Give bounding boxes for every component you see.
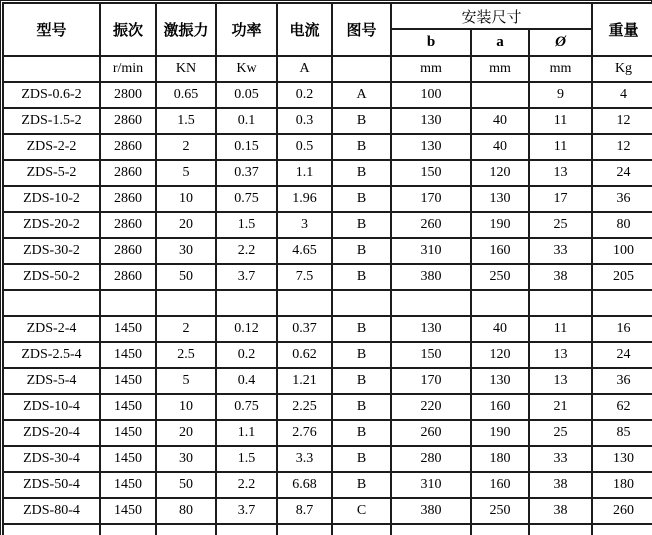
table-cell: 21 — [529, 394, 592, 420]
table-cell: 7.5 — [277, 264, 332, 290]
table-row — [3, 264, 652, 290]
header-current: 电流 — [277, 3, 332, 56]
table-row — [3, 82, 652, 108]
table-cell: 62 — [592, 394, 652, 420]
table-cell: ZDS-50-2 — [3, 264, 100, 290]
header-excitation-force: 激振力 — [156, 3, 216, 56]
table-cell: 10 — [156, 394, 216, 420]
table-cell: 30 — [156, 446, 216, 472]
table-cell: 100 — [592, 238, 652, 264]
unit-power: Kw — [216, 56, 277, 82]
table-cell: 1.5 — [216, 212, 277, 238]
table-cell: ZDS-20-2 — [3, 212, 100, 238]
table-cell: 36 — [592, 368, 652, 394]
table-cell: 0.15 — [216, 134, 277, 160]
table-cell: 120 — [471, 160, 529, 186]
table-cell: 130 — [391, 134, 471, 160]
unit-weight: Kg — [592, 56, 652, 82]
table-cell: 16 — [592, 316, 652, 342]
table-cell: ZDS-1.5-2 — [3, 108, 100, 134]
table-cell: 3 — [277, 212, 332, 238]
table-cell: 6.68 — [277, 472, 332, 498]
table-cell: 0.4 — [216, 368, 277, 394]
table-cell: 260 — [592, 498, 652, 524]
table-cell: 150 — [391, 342, 471, 368]
table-cell: A — [332, 82, 391, 108]
table-cell: 4 — [592, 82, 652, 108]
table-cell: 0.3 — [277, 108, 332, 134]
table-cell: 1.5 — [156, 108, 216, 134]
table-cell: 2860 — [100, 186, 156, 212]
table-cell: 1450 — [100, 498, 156, 524]
table-cell: 1450 — [100, 316, 156, 342]
header-dim-a: a — [471, 29, 529, 56]
table-cell: 1.5 — [216, 446, 277, 472]
units-row — [3, 56, 652, 82]
table-cell: ZDS-10-2 — [3, 186, 100, 212]
table-row — [3, 160, 652, 186]
table-cell: 0.05 — [216, 82, 277, 108]
table-cell: 13 — [529, 342, 592, 368]
table-cell: 2.2 — [216, 472, 277, 498]
table-cell: 380 — [391, 498, 471, 524]
unit-dim-b: mm — [391, 56, 471, 82]
table-cell: 4.65 — [277, 238, 332, 264]
table-cell: 2 — [156, 134, 216, 160]
table-cell: 1450 — [100, 420, 156, 446]
table-cell: 25 — [529, 212, 592, 238]
unit-dim-a: mm — [471, 56, 529, 82]
table-cell: 130 — [471, 186, 529, 212]
unit-dim-dia: mm — [529, 56, 592, 82]
table-row — [3, 108, 652, 134]
table-cell: B — [332, 472, 391, 498]
table-cell: 40 — [471, 316, 529, 342]
table-cell: 25 — [529, 420, 592, 446]
unit-model — [3, 56, 100, 82]
table-cell: 12 — [592, 134, 652, 160]
table-row — [3, 186, 652, 212]
header-dim-dia: Ø — [529, 29, 592, 56]
table-cell — [332, 290, 391, 316]
table-cell: 30 — [156, 238, 216, 264]
table-cell: 1450 — [100, 472, 156, 498]
table-cell: B — [332, 394, 391, 420]
table-cell: 0.5 — [277, 134, 332, 160]
table-cell: 205 — [592, 264, 652, 290]
table-cell — [391, 290, 471, 316]
table-row — [3, 290, 652, 316]
table-cell: 170 — [391, 368, 471, 394]
table-cell: 0.12 — [216, 316, 277, 342]
header-figure-no: 图号 — [332, 3, 391, 56]
table-cell: 190 — [471, 420, 529, 446]
table-cell: 3.7 — [216, 498, 277, 524]
table-cell: 20 — [156, 420, 216, 446]
table-cell: 80 — [156, 498, 216, 524]
table-cell: ZDS-50-4 — [3, 472, 100, 498]
table-cell: 1450 — [100, 368, 156, 394]
table-cell: B — [332, 186, 391, 212]
table-cell: 13 — [529, 160, 592, 186]
table-cell: 36 — [592, 186, 652, 212]
table-cell: 50 — [156, 472, 216, 498]
table-cell: B — [332, 108, 391, 134]
table-row — [3, 316, 652, 342]
table-row — [3, 394, 652, 420]
table-row — [3, 342, 652, 368]
table-cell: 130 — [391, 316, 471, 342]
table-cell: B — [332, 160, 391, 186]
table-cell: 2800 — [100, 82, 156, 108]
table-cell: 0.37 — [216, 160, 277, 186]
table-cell: ZDS-10-4 — [3, 394, 100, 420]
table-cell: 150 — [391, 160, 471, 186]
table-cell: 11 — [529, 134, 592, 160]
table-row — [3, 134, 652, 160]
table-cell: 0.1 — [216, 108, 277, 134]
table-cell: 180 — [471, 446, 529, 472]
table-row — [3, 420, 652, 446]
table-cell — [529, 524, 592, 535]
table-cell — [216, 290, 277, 316]
table-cell: 100 — [391, 82, 471, 108]
spec-table — [2, 2, 652, 535]
table-cell: 0.75 — [216, 394, 277, 420]
table-cell: 130 — [471, 368, 529, 394]
table-cell: 50 — [156, 264, 216, 290]
table-cell: 38 — [529, 498, 592, 524]
table-cell: 120 — [471, 342, 529, 368]
table-cell: 2 — [156, 316, 216, 342]
table-row — [3, 524, 652, 535]
table-cell: ZDS-20-4 — [3, 420, 100, 446]
table-cell — [471, 82, 529, 108]
table-cell: 160 — [471, 472, 529, 498]
table-cell: 130 — [391, 108, 471, 134]
table-cell: 85 — [592, 420, 652, 446]
table-cell: 160 — [471, 238, 529, 264]
table-cell: 3.7 — [216, 264, 277, 290]
header-dim-b: b — [391, 29, 471, 56]
unit-current: A — [277, 56, 332, 82]
table-cell: 5 — [156, 160, 216, 186]
table-cell: 250 — [471, 498, 529, 524]
table-cell: 2860 — [100, 134, 156, 160]
table-body — [3, 82, 652, 535]
table-row — [3, 212, 652, 238]
table-cell — [156, 524, 216, 535]
table-cell: 1.96 — [277, 186, 332, 212]
table-cell — [100, 290, 156, 316]
table-cell: ZDS-30-2 — [3, 238, 100, 264]
table-cell: 250 — [471, 264, 529, 290]
table-cell: 2860 — [100, 264, 156, 290]
table-cell: ZDS-2-2 — [3, 134, 100, 160]
table-cell: 2.2 — [216, 238, 277, 264]
table-cell: 2860 — [100, 108, 156, 134]
table-cell: 10 — [156, 186, 216, 212]
table-header — [3, 3, 652, 82]
table-cell: 38 — [529, 264, 592, 290]
table-row — [3, 368, 652, 394]
header-vibration: 振次 — [100, 3, 156, 56]
table-cell: ZDS-5-4 — [3, 368, 100, 394]
header-weight: 重量 — [592, 3, 652, 56]
table-cell — [100, 524, 156, 535]
table-cell — [216, 524, 277, 535]
table-cell: B — [332, 420, 391, 446]
table-cell: ZDS-2.5-4 — [3, 342, 100, 368]
table-cell: 1450 — [100, 394, 156, 420]
table-cell: 8.7 — [277, 498, 332, 524]
table-cell: B — [332, 212, 391, 238]
table-cell: 1450 — [100, 342, 156, 368]
table-cell: 2860 — [100, 238, 156, 264]
table-cell: 24 — [592, 342, 652, 368]
table-cell: 20 — [156, 212, 216, 238]
table-cell — [3, 290, 100, 316]
table-cell: 11 — [529, 108, 592, 134]
table-cell: 2860 — [100, 160, 156, 186]
table-cell: 130 — [592, 446, 652, 472]
table-cell: B — [332, 238, 391, 264]
table-cell: 40 — [471, 108, 529, 134]
table-cell: 310 — [391, 238, 471, 264]
table-cell: 12 — [592, 108, 652, 134]
unit-figure-no — [332, 56, 391, 82]
table-cell: 0.2 — [216, 342, 277, 368]
unit-vibration: r/min — [100, 56, 156, 82]
table-cell — [277, 290, 332, 316]
table-cell — [529, 290, 592, 316]
table-cell — [592, 290, 652, 316]
table-cell: 80 — [592, 212, 652, 238]
header-model: 型号 — [3, 3, 100, 56]
table-cell — [391, 524, 471, 535]
table-cell — [3, 524, 100, 535]
table-cell: B — [332, 446, 391, 472]
table-cell: 0.62 — [277, 342, 332, 368]
table-cell: 2.76 — [277, 420, 332, 446]
table-cell: 260 — [391, 420, 471, 446]
table-cell: 2.5 — [156, 342, 216, 368]
header-row-main — [3, 3, 652, 29]
table-cell: 160 — [471, 394, 529, 420]
table-cell: 33 — [529, 446, 592, 472]
table-cell: 11 — [529, 316, 592, 342]
unit-excitation-force: KN — [156, 56, 216, 82]
table-cell: C — [332, 498, 391, 524]
table-cell: 280 — [391, 446, 471, 472]
table-row — [3, 498, 652, 524]
table-cell: 9 — [529, 82, 592, 108]
table-row — [3, 446, 652, 472]
table-cell: ZDS-30-4 — [3, 446, 100, 472]
table-cell: 1.1 — [277, 160, 332, 186]
table-cell — [592, 524, 652, 535]
table-cell: 1.1 — [216, 420, 277, 446]
table-cell: B — [332, 342, 391, 368]
table-cell — [471, 524, 529, 535]
header-mounting-dims: 安装尺寸 — [391, 3, 592, 29]
table-cell: 310 — [391, 472, 471, 498]
table-cell: 0.65 — [156, 82, 216, 108]
table-cell: 38 — [529, 472, 592, 498]
table-cell: 17 — [529, 186, 592, 212]
table-cell: 190 — [471, 212, 529, 238]
table-cell: ZDS-5-2 — [3, 160, 100, 186]
table-cell: ZDS-2-4 — [3, 316, 100, 342]
table-cell — [332, 524, 391, 535]
table-cell: 1.21 — [277, 368, 332, 394]
table-cell: 0.75 — [216, 186, 277, 212]
table-cell: 33 — [529, 238, 592, 264]
table-cell: ZDS-0.6-2 — [3, 82, 100, 108]
table-cell: 24 — [592, 160, 652, 186]
table-cell: B — [332, 264, 391, 290]
table-cell: 260 — [391, 212, 471, 238]
table-cell: B — [332, 316, 391, 342]
table-cell: 0.2 — [277, 82, 332, 108]
table-row — [3, 238, 652, 264]
table-cell — [156, 290, 216, 316]
table-cell: 220 — [391, 394, 471, 420]
table-cell: B — [332, 134, 391, 160]
table-cell: 170 — [391, 186, 471, 212]
table-cell: B — [332, 368, 391, 394]
table-cell — [277, 524, 332, 535]
table-cell: 13 — [529, 368, 592, 394]
table-cell: 380 — [391, 264, 471, 290]
table-cell: 5 — [156, 368, 216, 394]
table-cell: 2860 — [100, 212, 156, 238]
table-cell: 180 — [592, 472, 652, 498]
table-cell: 40 — [471, 134, 529, 160]
table-cell — [471, 290, 529, 316]
table-cell: ZDS-80-4 — [3, 498, 100, 524]
table-cell: 2.25 — [277, 394, 332, 420]
table-row — [3, 472, 652, 498]
table-cell: 1450 — [100, 446, 156, 472]
table-cell: 0.37 — [277, 316, 332, 342]
table-cell: 3.3 — [277, 446, 332, 472]
header-power: 功率 — [216, 3, 277, 56]
